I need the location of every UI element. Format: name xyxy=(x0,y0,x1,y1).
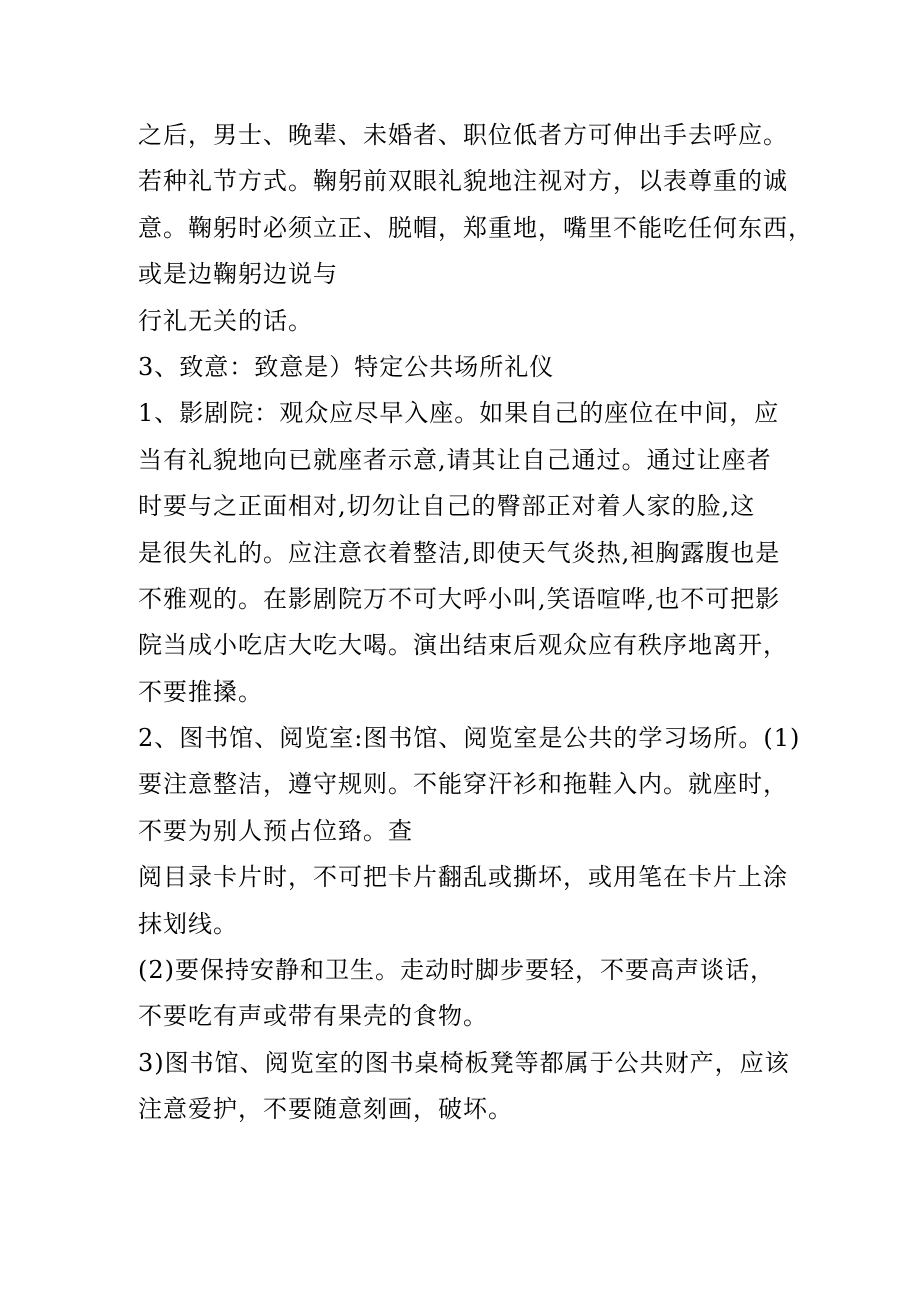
text-line: 之后，男士、晚辈、未婚者、职位低者方可伸出手去呼应。 xyxy=(138,121,788,149)
text-line: 不要为别人预占位臵。查 xyxy=(138,816,413,845)
text-line: (2)要保持安静和卫生。走动时脚步要轻，不要高声谈话， xyxy=(138,956,775,985)
text-line: 若种礼节方式。鞠躬前双眼礼貌地注视对方，以表尊重的诚 xyxy=(138,167,788,196)
text-line: 1、影剧院：观众应尽早入座。如果自己的座位在中间，应 xyxy=(138,399,780,428)
text-line: 或是边鞠躬边说与 xyxy=(138,260,338,289)
text-line: 3)图书馆、阅览室的图书桌椅板凳等都属于公共财产，应该 xyxy=(138,1048,790,1077)
text-line: 要注意整洁，遵守规则。不能穿汗衫和拖鞋入内。就座时， xyxy=(138,770,788,799)
text-line: 不要推搡。 xyxy=(138,677,263,706)
document-body xyxy=(138,112,838,1133)
text-line: 阅目录卡片时，不可把卡片翻乱或撕坏，或用笔在卡片上涂 xyxy=(138,863,788,892)
text-line: 是很失礼的。应注意衣着整洁,即使天气炎热,袒胸露腹也是 xyxy=(138,538,781,567)
text-line: 当有礼貌地向已就座者示意,请其让自己通过。通过让座者 xyxy=(138,445,772,474)
text-line: 不要吃有声或带有果壳的食物。 xyxy=(138,1002,488,1031)
text-line: 3、致意：致意是）特定公共场所礼仪 xyxy=(138,352,555,381)
text-line: 行礼无关的话。 xyxy=(138,306,313,335)
text-line: 抹划线。 xyxy=(138,909,238,938)
text-line: 注意爱护，不要随意刻画，破坏。 xyxy=(138,1095,513,1124)
text-line: 意。鞠躬时必须立正、脱帽，郑重地，嘴里不能吃任何东西， xyxy=(138,213,813,242)
text-line: 时要与之正面相对,切勿让自己的臀部正对着人家的脸,这 xyxy=(138,492,756,521)
text-line: 不雅观的。在影剧院万不可大呼小叫,笑语喧哗,也不可把影 xyxy=(138,584,781,613)
text-line: 2、图书馆、阅览室:图书馆、阅览室是公共的学习场所。(1) xyxy=(138,724,801,753)
text-line: 院当成小吃店大吃大喝。演出结束后观众应有秩序地离开， xyxy=(138,631,788,660)
